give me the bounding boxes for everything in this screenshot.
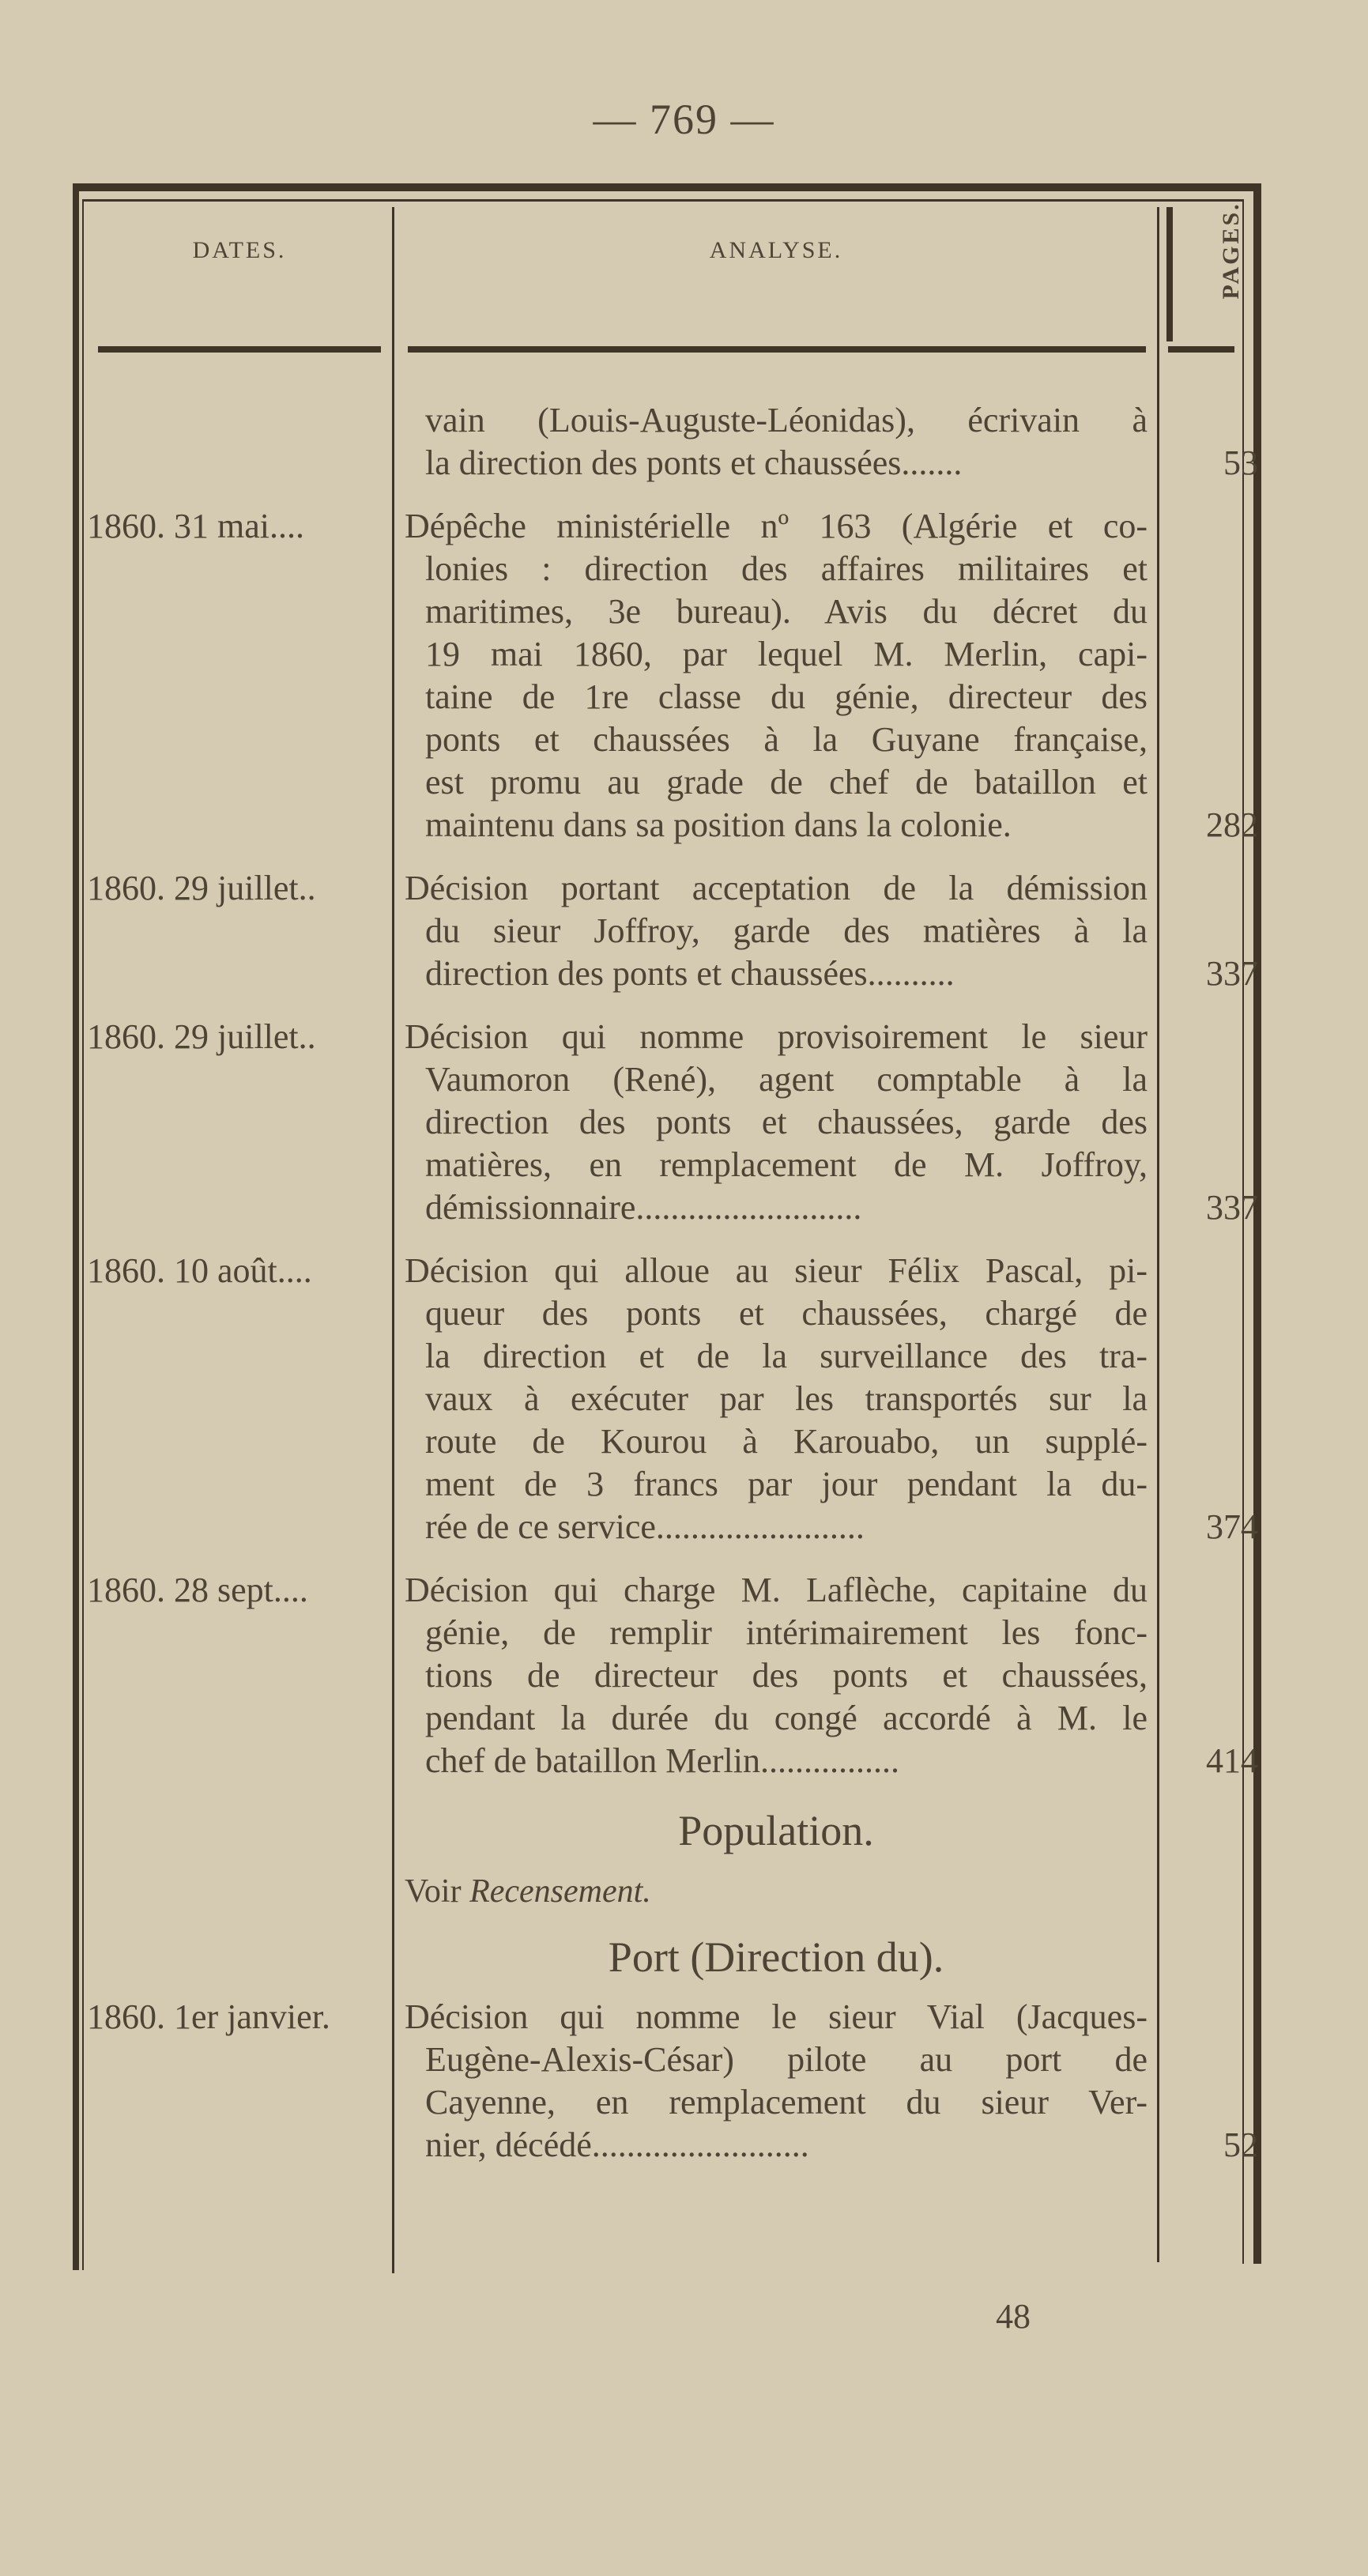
voir-label: Voir [405, 1873, 462, 1910]
analysis-line: direction des ponts et chaussées, garde des [425, 1103, 1148, 1141]
analysis-line: maintenu dans sa position dans la colonie. [425, 805, 1012, 844]
entry-date: 1860. 29 juillet.. [87, 1017, 316, 1056]
entry-page: 52 [1223, 2125, 1258, 2164]
analysis-line: démissionnaire.......................... [425, 1188, 862, 1227]
analysis-line: Décision qui nomme le sieur Vial (Jacques- [405, 1997, 1148, 2036]
entry-date: 1860. 10 août.... [87, 1251, 312, 1290]
entries-list [0, 399, 1368, 1782]
analysis-line: Eugène-Alexis-César) pilote au port de [425, 2040, 1148, 2079]
entry-date: 1860. 28 sept.... [87, 1571, 308, 1609]
entry-page: 337 [1206, 954, 1258, 993]
column-header-pages: PAGES. [1218, 202, 1244, 300]
analysis-line: Vaumoron (René), agent comptable à la [425, 1060, 1148, 1099]
analysis-line: ponts et chaussées à la Guyane française, [425, 720, 1148, 759]
table-row [0, 505, 1368, 847]
entry-analysis [405, 867, 1148, 995]
section-heading-population: Population. [678, 1807, 874, 1854]
header-rule-pages [1168, 346, 1234, 353]
analysis-line: Cayenne, en remplacement du sieur Ver- [425, 2083, 1148, 2122]
entry-analysis [405, 1016, 1148, 1229]
analysis-line: est promu au grade de chef de bataillon et [425, 763, 1148, 801]
entry-date: 1860. 31 mai.... [87, 507, 304, 545]
entry-analysis [405, 1996, 1148, 2167]
table-row [0, 1016, 1368, 1229]
analysis-line: Décision portant acceptation de la démission [405, 869, 1148, 907]
entry-page: 374 [1206, 1507, 1258, 1546]
header-rule-dates [98, 346, 381, 353]
entry-page: 414 [1206, 1741, 1258, 1780]
analysis-line: nier, décédé......................... [425, 2125, 809, 2164]
port-entries [0, 1996, 1368, 2167]
analysis-line: Décision qui alloue au sieur Félix Pascal, pi- [405, 1251, 1148, 1290]
header-rule-analyse [408, 346, 1146, 353]
entry-analysis [405, 1569, 1148, 1782]
analysis-line: la direction des ponts et chaussées....... [425, 443, 963, 482]
entry-date: 1860. 29 juillet.. [87, 869, 316, 907]
entry-analysis [405, 399, 1148, 485]
analysis-line: queur des ponts et chaussées, chargé de [425, 1294, 1148, 1333]
analysis-line: tions de directeur des ponts et chaussées, [425, 1656, 1148, 1695]
analysis-line: taine de 1re classe du génie, directeur des [425, 677, 1148, 716]
entry-date: 1860. 1er janvier. [87, 1997, 330, 2036]
analysis-line: direction des ponts et chaussées.......... [425, 954, 955, 993]
entry-page: 53 [1223, 443, 1258, 482]
pages-header-bar [1166, 207, 1173, 341]
table-row [0, 399, 1368, 485]
table-row [0, 1250, 1368, 1548]
analysis-line: 19 mai 1860, par lequel M. Merlin, capi- [425, 635, 1148, 673]
analysis-line: génie, de remplir intérimairement les fonc- [425, 1613, 1148, 1652]
frame-top-thin [82, 199, 1242, 202]
analysis-line: pendant la durée du congé accordé à M. le [425, 1699, 1148, 1737]
column-header-analyse: ANALYSE. [709, 237, 843, 263]
analysis-line: ment de 3 francs par jour pendant la du- [425, 1465, 1148, 1503]
analysis-line: Dépêche ministérielle nº 163 (Algérie et co- [405, 507, 1148, 545]
table-row [0, 867, 1368, 995]
voir-target: Recensement. [469, 1873, 651, 1910]
entry-page: 282 [1206, 805, 1258, 844]
cross-reference [405, 1869, 1368, 1914]
entry-analysis [405, 1250, 1148, 1548]
frame-top-thick [73, 183, 1261, 191]
signature-mark: 48 [996, 2297, 1031, 2336]
table-row [0, 1996, 1368, 2167]
analysis-line: vain (Louis-Auguste-Léonidas), écrivain à [425, 401, 1148, 439]
entries-table [0, 399, 1368, 2187]
section-heading-port: Port (Direction du). [608, 1933, 944, 1981]
analysis-line: lonies : direction des affaires militaires et [425, 549, 1148, 588]
table-row [0, 1569, 1368, 1782]
page-number: — 769 — [593, 96, 775, 143]
analysis-line: vaux à exécuter par les transportés sur la [425, 1379, 1148, 1418]
analysis-line: Décision qui charge M. Laflèche, capitaine du [405, 1571, 1148, 1609]
analysis-line: chef de bataillon Merlin................ [425, 1741, 899, 1780]
analysis-line: Décision qui nomme provisoirement le sieur [405, 1017, 1148, 1056]
entry-page: 337 [1206, 1188, 1258, 1227]
analysis-line: du sieur Joffroy, garde des matières à la [425, 911, 1148, 950]
entry-analysis [405, 505, 1148, 847]
column-header-dates: DATES. [192, 237, 287, 263]
analysis-line: rée de ce service........................ [425, 1507, 865, 1546]
analysis-line: route de Kourou à Karouabo, un supplé- [425, 1422, 1148, 1461]
analysis-line: la direction et de la surveillance des tra- [425, 1337, 1148, 1375]
analysis-line: maritimes, 3e bureau). Avis du décret du [425, 592, 1148, 631]
analysis-line: matières, en remplacement de M. Joffroy, [425, 1145, 1148, 1184]
